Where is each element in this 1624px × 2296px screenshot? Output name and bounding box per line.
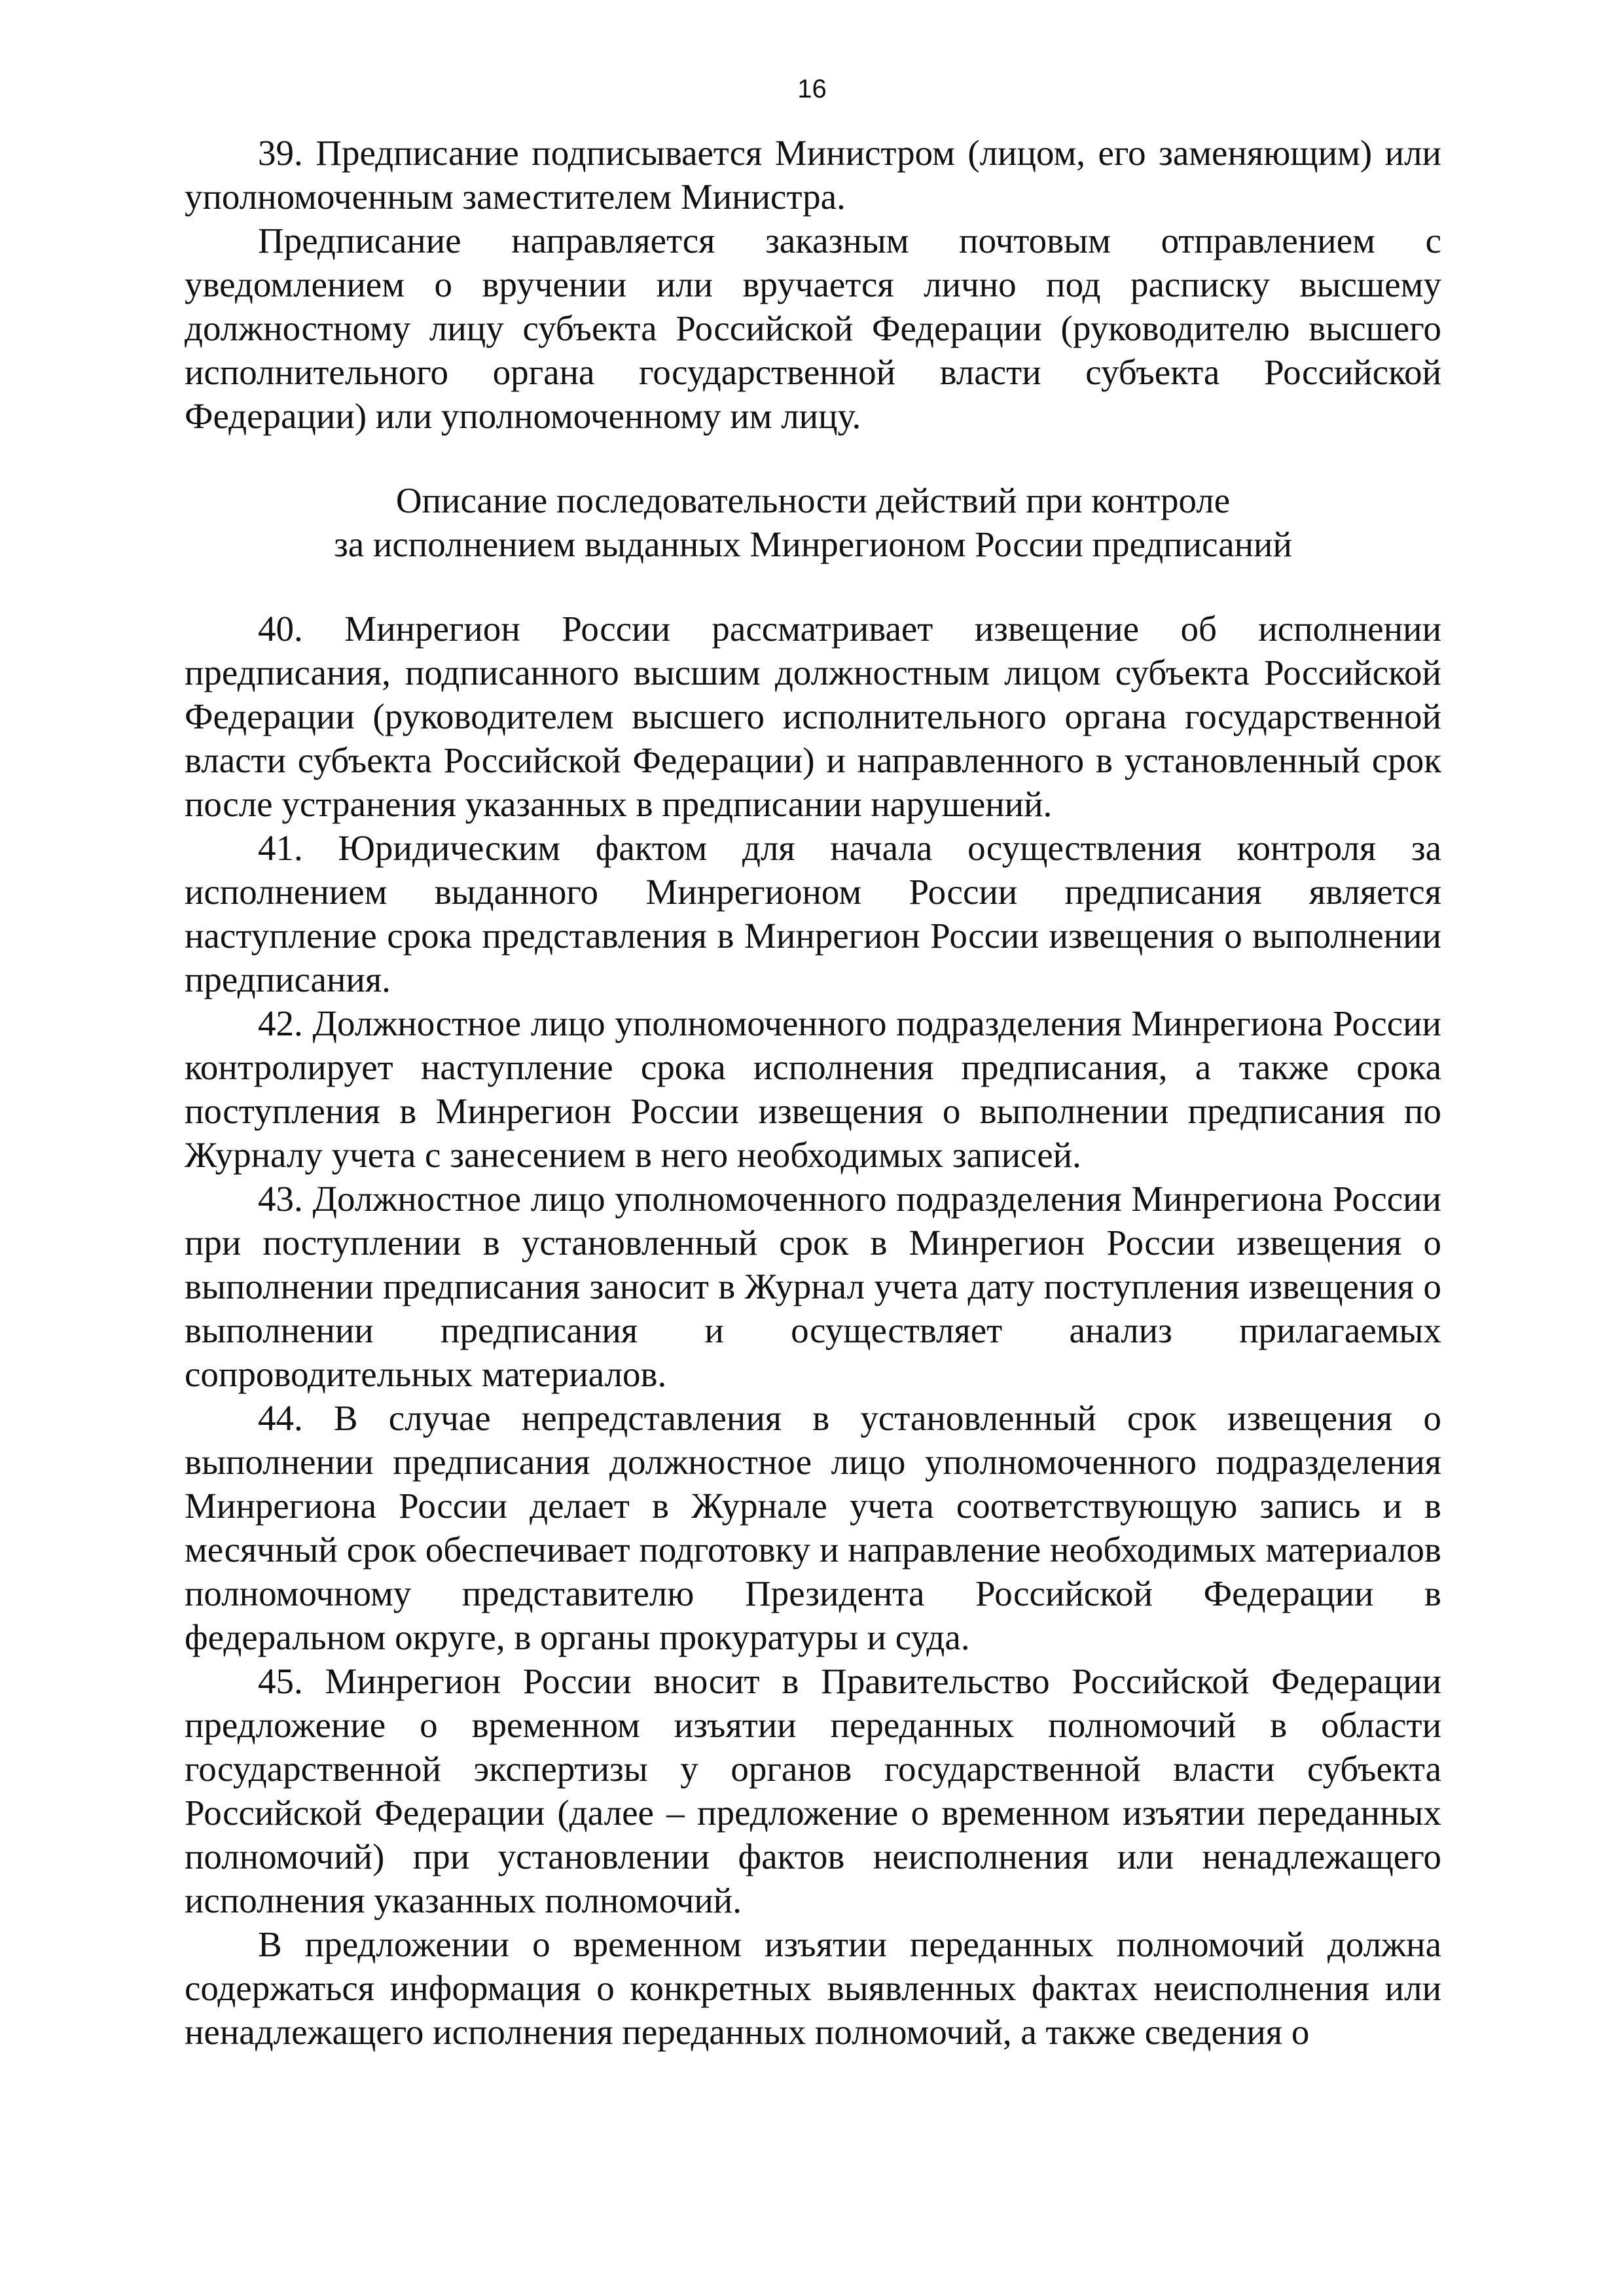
paragraph-39: 39. Предписание подписывается Министром (лицом, его заменяющим) или уполномоченным заместителем Министра.: [185, 133, 1441, 217]
paragraph-41: 41. Юридическим фактом для начала осуществления контроля за исполнением выданного Минрегионом России предписания является наступление срока представления в Минрегион России извещения о выполнении предписания.: [185, 828, 1441, 999]
paragraph-39-delivery: Предписание направляется заказным почтовым отправлением с уведомлением о вручении или вручается лично под расписку высшему должностному лицу субъекта Российской Федерации (руководителю высшего исполнительного органа государственной власти субъекта Российской Федерации) или уполномоченному им лицу.: [185, 221, 1441, 436]
document-body: [185, 131, 1441, 2054]
section-heading-line-2: за исполнением выданных Минрегионом России предписаний: [334, 524, 1292, 564]
section-heading: [185, 478, 1441, 566]
paragraph-43: 43. Должностное лицо уполномоченного подразделения Минрегиона России при поступлении в установленный срок в Минрегион России извещения о выполнении предписания заносит в Журнал учета дату поступления извещения о выполнении предписания и осуществляет анализ прилагаемых сопроводительных материалов.: [185, 1179, 1441, 1394]
section-heading-line-1: Описание последовательности действий при контроле: [395, 480, 1231, 520]
paragraph-45: 45. Минрегион России вносит в Правительство Российской Федерации предложение о временном изъятии переданных полномочий в области государственной экспертизы у органов государственной власти субъекта Российской Федерации (далее – предложение о временном изъятии переданных полномочий) при установлении фактов неисполнения или ненадлежащего исполнения указанных полномочий.: [185, 1661, 1441, 1920]
paragraph-40: 40. Минрегион России рассматривает извещение об исполнении предписания, подписанного высшим должностным лицом субъекта Российской Федерации (руководителем высшего исполнительного органа государственной власти субъекта Российской Федерации) и направленного в установленный срок после устранения указанных в предписании нарушений.: [185, 609, 1441, 824]
paragraph-45-proposal-content: В предложении о временном изъятии переданных полномочий должна содержаться информация о конкретных выявленных фактах неисполнения или ненадлежащего исполнения переданных полномочий, а также сведения о: [185, 1924, 1441, 2052]
paragraph-44: 44. В случае непредставления в установленный срок извещения о выполнении предписания должностное лицо уполномоченного подразделения Минрегиона России делает в Журнале учета соответствующую запись и в месячный срок обеспечивает подготовку и направление необходимых материалов полномочному представителю Президента Российской Федерации в федеральном округе, в органы прокуратуры и суда.: [185, 1398, 1441, 1657]
page-number: 16: [797, 75, 827, 103]
paragraph-42: 42. Должностное лицо уполномоченного подразделения Минрегиона России контролирует наступление срока исполнения предписания, а также срока поступления в Минрегион России извещения о выполнении предписания по Журналу учета с занесением в него необходимых записей.: [185, 1003, 1441, 1175]
